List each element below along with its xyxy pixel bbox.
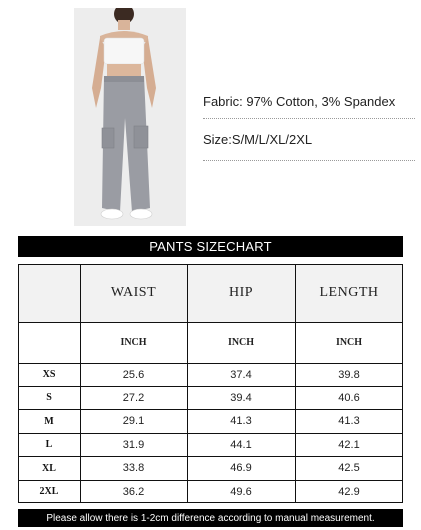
product-photo [74,8,186,226]
hip-value: 44.1 [230,438,252,451]
table-border [295,264,296,503]
size-label: S [46,392,52,403]
table-corner-cell [18,264,80,322]
unit-label-length: INCH [335,337,363,348]
hip-value: 37.4 [230,368,252,381]
length-value: 42.5 [338,462,360,474]
fabric-info: Fabric: 97% Cotton, 3% Spandex [203,94,396,109]
table-border [18,264,19,503]
waist-value: 29.1 [122,415,145,427]
table-unit-row [18,322,403,363]
divider [203,160,415,161]
measurement-note: Please allow there is 1-2cm difference according to manual measurement. [18,509,403,527]
hip-value: 39.4 [230,391,252,404]
table-row [18,386,403,409]
unit-label-hip: INCH [227,337,255,348]
table-border [80,264,81,503]
divider [203,118,415,119]
waist-value: 27.2 [122,391,145,404]
table-border [18,456,403,457]
column-header-waist: WAIST [80,264,187,322]
length-value: 39.8 [338,368,360,381]
size-label: 2XL [39,486,59,497]
size-label: XS [42,369,56,380]
length-value: 42.9 [338,485,360,498]
hip-value: 41.3 [230,415,252,427]
length-value: 41.3 [338,415,360,427]
table-border [18,386,403,387]
table-border [18,480,403,481]
waist-value: 33.8 [122,462,145,474]
length-value: 40.6 [338,391,360,404]
table-row [18,433,403,456]
table-border [18,502,403,503]
table-border [18,322,403,323]
table-row [18,456,403,480]
table-row [18,409,403,433]
length-value: 42.1 [338,438,360,451]
table-border [402,264,403,503]
size-label: XL [42,462,56,474]
unit-label-waist: INCH [120,337,147,348]
waist-value: 36.2 [122,485,145,498]
waist-value: 25.6 [122,368,145,381]
table-border [18,409,403,410]
table-header-row [18,264,403,322]
table-border [187,264,188,503]
table-border [18,264,403,265]
size-label: M [44,415,54,427]
sizechart-title: PANTS SIZECHART [18,236,403,257]
waist-value: 31.9 [122,438,145,451]
table-border [18,433,403,434]
table-row [18,363,403,386]
size-info: Size:S/M/L/XL/2XL [203,132,313,147]
column-header-hip: HIP [187,264,295,322]
unit-corner-cell [18,322,80,363]
table-border [18,363,403,364]
size-label: L [45,439,53,450]
table-row [18,480,403,503]
column-header-length: LENGTH [295,264,403,322]
hip-value: 46.9 [230,462,252,474]
hip-value: 49.6 [230,485,252,498]
size-table [18,264,403,503]
